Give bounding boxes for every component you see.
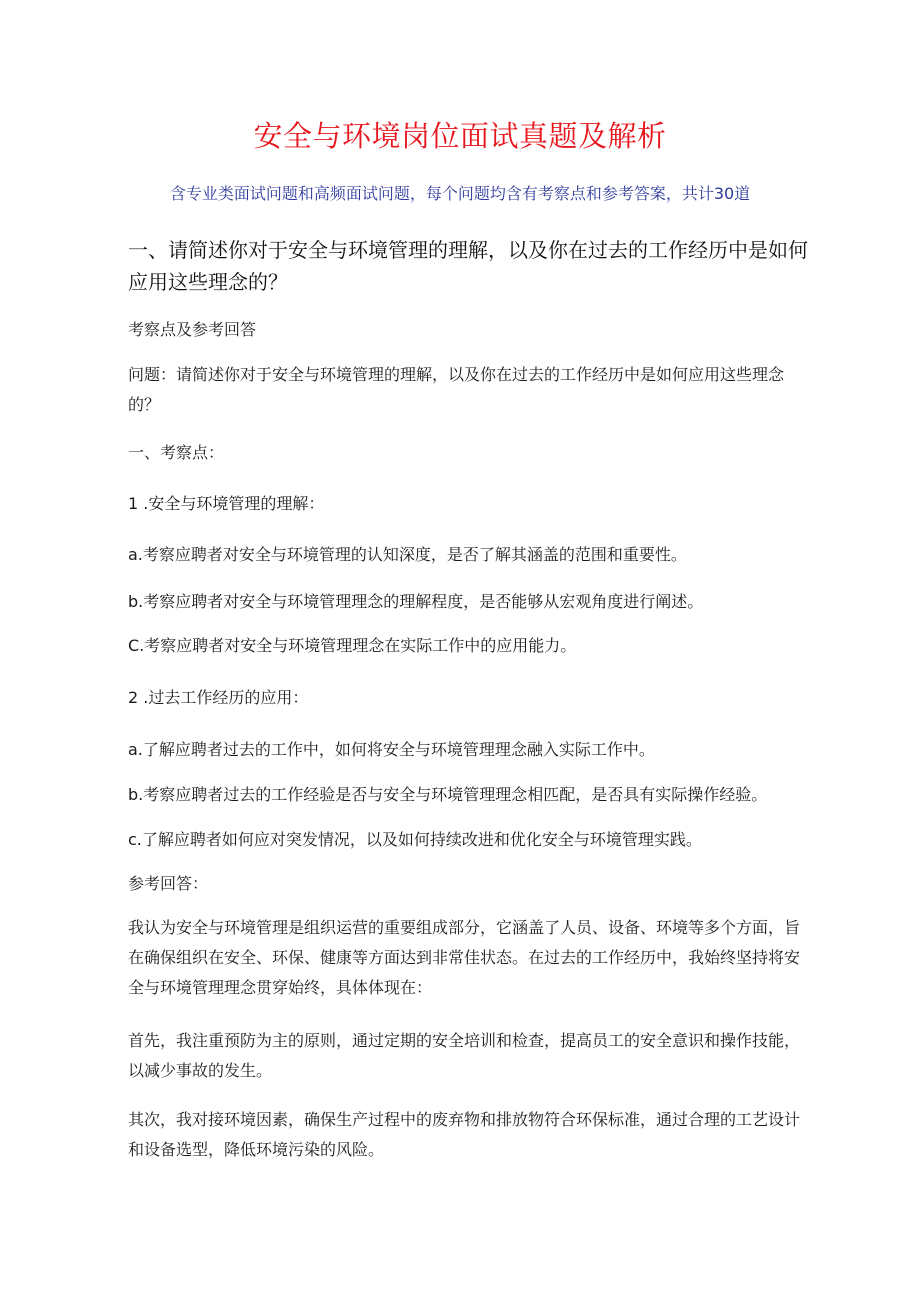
question-restated: 问题：请简述你对于安全与环境管理的理解，以及你在过去的工作经历中是如何应用这些理念的？ xyxy=(128,365,785,414)
answer-paragraph-2: 首先，我注重预防为主的原则，通过定期的安全培训和检查，提高员工的安全意识和操作技能，以减少事故的发生。 xyxy=(128,1031,801,1080)
point2-item-b: b.考察应聘者过去的工作经验是否与安全与环境管理理念相匹配，是否具有实际操作经验。 xyxy=(128,785,768,804)
point1-item-b: b.考察应聘者对安全与环境管理理念的理解程度，是否能够从宏观角度进行阐述。 xyxy=(128,592,704,611)
point2-item-c: c.了解应聘者如何应对突发情况，以及如何持续改进和优化安全与环境管理实践。 xyxy=(128,830,702,849)
document-subtitle: 含专业类面试问题和高频面试问题，每个问题均含有考察点和参考答案，共计30道 xyxy=(169,184,751,203)
point1-item-c: C.考察应聘者对安全与环境管理理念在实际工作中的应用能力。 xyxy=(128,636,577,655)
points-heading: 一、考察点： xyxy=(128,443,225,462)
point2-heading: 2 .过去工作经历的应用： xyxy=(128,688,309,707)
point1-heading: 1 .安全与环境管理的理解： xyxy=(128,494,325,513)
question-heading: 一、请简述你对于安全与环境管理的理解，以及你在过去的工作经历中是如何应用这些理念的？ xyxy=(128,238,808,294)
section-label: 考察点及参考回答 xyxy=(128,320,257,339)
answer-paragraph-1: 我认为安全与环境管理是组织运营的重要组成部分，它涵盖了人员、设备、环境等多个方面，旨在确保组织在安全、环保、健康等方面达到非常佳状态。在过去的工作经历中，我始终坚持将安全与环境管理理念贯穿始终，具体体现在： xyxy=(128,918,801,997)
point2-item-a: a.了解应聘者过去的工作中，如何将安全与环境管理理念融入实际工作中。 xyxy=(128,740,655,759)
document-title: 安全与环境岗位面试真题及解析 xyxy=(253,119,667,153)
answer-heading: 参考回答： xyxy=(128,874,209,893)
answer-paragraph-3: 其次，我对接环境因素，确保生产过程中的废弃物和排放物符合环保标准，通过合理的工艺设计和设备选型，降低环境污染的风险。 xyxy=(128,1110,801,1159)
point1-item-a: a.考察应聘者对安全与环境管理的认知深度，是否了解其涵盖的范围和重要性。 xyxy=(128,545,687,564)
